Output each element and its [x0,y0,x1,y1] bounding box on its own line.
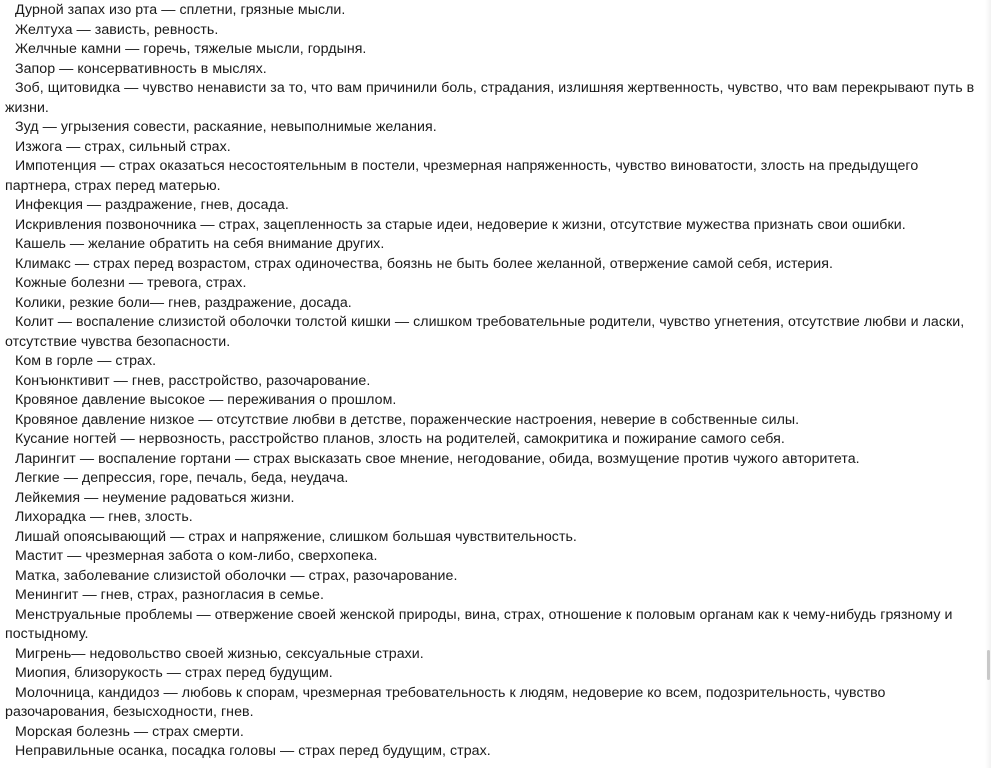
list-item: Мигрень— недовольство своей жизнью, сексуальные страхи. [15,645,424,662]
list-item: Матка, заболевание слизистой оболочки — страх, разочарование. [15,567,458,584]
list-item: Менструальные проблемы — отвержение своей женской природы, вина, страх, отношение к половым органам как к чему-нибудь грязному и постыдному. [5,606,953,642]
list-item: Молочница, кандидоз — любовь к спорам, чрезмерная требовательность к людям, недоверие ко всем, подозрительность, чувство разочарования, безысходности, гнев. [5,684,886,720]
list-item: Миопия, близорукость — страх перед будущим. [15,665,333,681]
list-item: Запор — консервативность в мыслях. [15,60,267,77]
list-item: Менингит — гнев, страх, разногласия в семье. [15,587,324,603]
list-item: Кашель — желание обратить на себя внимание других. [15,236,385,252]
list-item: Инфекция — раздражение, гнев, досада. [15,197,289,213]
list-item: Зуд — угрызения совести, раскаяние, невыполнимые желания. [15,119,437,135]
list-item: Колит — воспаление слизистой оболочки толстой кишки — слишком требовательные родители, чувство угнетения, отсутствие любви и ласки, отсутствие чувства безопасности. [5,314,965,350]
list-item: Кусание ногтей — нервозность, расстройство планов, злость на родителей, самокритика и пожирание самого себя. [15,431,785,447]
list-item: Желчные камни — горечь, тяжелые мысли, гордыня. [15,41,367,57]
list-item: Ларингит — воспаление гортани — страх высказать свое мнение, негодование, обида, возмущение против чужого авторитета. [15,450,860,467]
list-item: Колики, резкие боли— гнев, раздражение, досада. [15,294,352,311]
list-item: Зоб, щитовидка — чувство ненависти за то, что вам причинили боль, страдания, излишняя жертвенность, чувство, что вам перекрывают путь в жизни. [5,80,975,116]
list-item: Желтуха — зависть, ревность. [15,21,219,38]
list-item: Лейкемия — неумение радоваться жизни. [15,489,295,506]
list-item: Кровяное давление высокое — переживания о прошлом. [15,392,397,408]
scrollbar-thumb[interactable] [987,650,990,680]
list-item: Лишай опоясывающий — страх и напряжение, слишком большая чувствительность. [15,528,577,545]
scrollbar-track[interactable] [985,0,991,768]
list-item: Кожные болезни — тревога, страх. [15,275,247,291]
list-item: Конъюнктивит — гнев, расстройство, разочарование. [15,372,371,389]
list-item: Морская болезнь — страх смерти. [15,723,244,740]
list-item: Мастит — чрезмерная забота о ком-либо, сверхопека. [15,548,378,564]
list-item: Климакс — страх перед возрастом, страх одиночества, боязнь не быть более желанной, отвержение самой себя, истерия. [15,255,833,272]
list-item: Неправильные осанка, посадка головы — страх перед будущим, страх. [15,743,491,759]
list-item: Кровяное давление низкое — отсутствие любви в детстве, пораженческие настроения, неверие в собственные силы. [15,411,800,428]
list-item: Легкие — депрессия, горе, печаль, беда, неудача. [15,470,349,486]
list-item: Искривления позвоночника — страх, зацепленность за старые идеи, недоверие к жизни, отсутствие мужества признать свои ошибки. [15,216,906,233]
list-item: Лихорадка — гнев, злость. [15,509,193,525]
list-item: Дурной запах изо рта — сплетни, грязные мысли. [15,2,346,18]
list-item: Импотенция — страх оказаться несостоятельным в постели, чрезмерная напряженность, чувство виноватости, злость на предыдущего партнера, страх перед матерью. [5,158,919,194]
list-item: Ком в горле — страх. [15,353,157,369]
list-item: Изжога — страх, сильный страх. [15,138,231,155]
document-body [5,1,980,762]
